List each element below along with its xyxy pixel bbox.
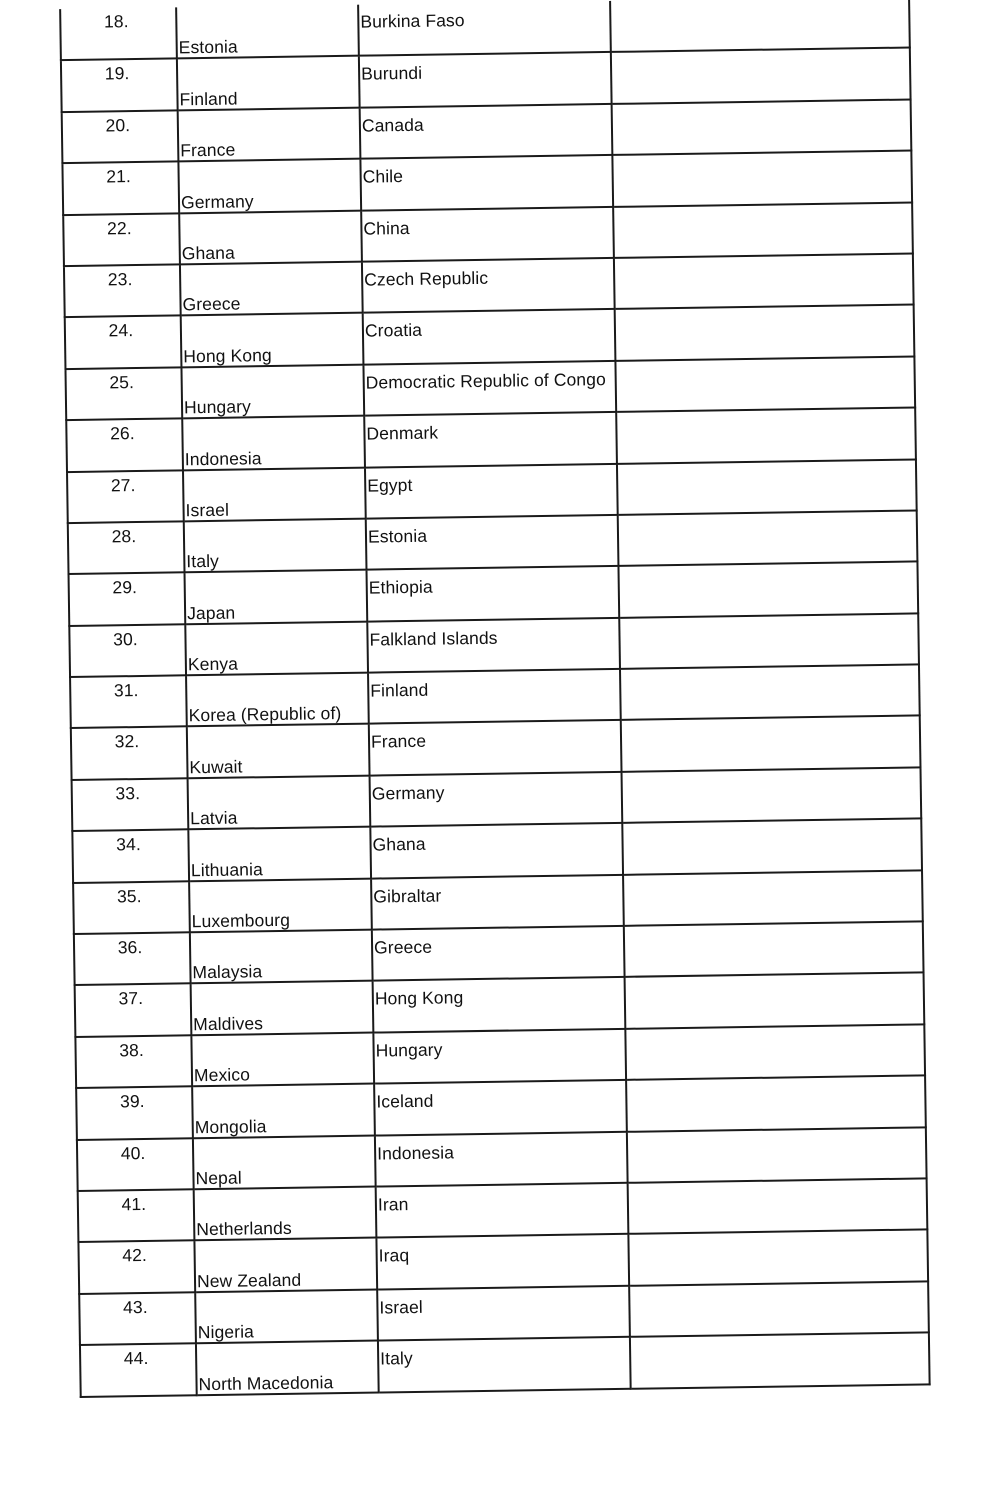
- row-number-cell: [68, 521, 185, 574]
- country-cell: [186, 673, 369, 727]
- partner-country-cell: [359, 52, 612, 107]
- remark-cell: [628, 1178, 928, 1234]
- row-number-cell: [63, 213, 180, 266]
- partner-country-cell: [366, 515, 619, 570]
- country-cell: [185, 570, 368, 624]
- remark-cell: [629, 1281, 929, 1337]
- partner-country-cell: [371, 874, 624, 929]
- row-number-cell: [77, 1138, 194, 1191]
- row-number-text: 25.: [109, 371, 135, 393]
- country-text: Indonesia: [184, 447, 262, 469]
- country-cell: [178, 159, 361, 213]
- row-number-cell: [80, 1343, 197, 1396]
- partner-country-text: Democratic Republic of Congo: [365, 368, 606, 393]
- country-text: Greece: [182, 293, 241, 315]
- country-text: Kenya: [187, 653, 239, 675]
- country-text: Hong Kong: [183, 344, 272, 367]
- partner-country-text: Canada: [361, 114, 424, 136]
- row-number-text: 27.: [110, 474, 136, 495]
- partner-country-text: Estonia: [367, 525, 428, 547]
- partner-country-text: Hong Kong: [374, 987, 464, 1009]
- country-text: Lithuania: [190, 858, 264, 880]
- country-cell: [180, 262, 363, 316]
- partner-country-cell: [363, 309, 616, 364]
- partner-country-text: Ghana: [372, 834, 426, 855]
- row-number-text: 24.: [108, 320, 134, 341]
- row-number-cell: [62, 162, 179, 215]
- remark-cell: [625, 1024, 925, 1080]
- partner-country-cell: [376, 1183, 629, 1238]
- partner-country-cell: [362, 258, 615, 313]
- row-number-cell: [65, 316, 182, 369]
- row-number-text: 44.: [123, 1348, 149, 1369]
- partner-country-text: Indonesia: [376, 1141, 455, 1164]
- country-text: Mexico: [193, 1064, 251, 1086]
- row-number-text: 19.: [104, 63, 130, 84]
- partner-country-cell: [370, 823, 623, 878]
- row-number-text: 32.: [114, 731, 140, 752]
- row-number-cell: [71, 727, 188, 780]
- partner-country-cell: [373, 1029, 626, 1084]
- country-cell: [181, 313, 364, 367]
- row-number-cell: [79, 1292, 196, 1345]
- remark-cell: [624, 921, 924, 977]
- country-cell: [185, 621, 368, 675]
- remark-cell: [617, 459, 917, 515]
- table-body: [60, 0, 929, 1397]
- country-text: France: [180, 139, 236, 161]
- row-number-cell: [72, 830, 189, 883]
- row-number-cell: [67, 470, 184, 523]
- country-text: Germany: [180, 190, 254, 212]
- remark-cell: [615, 305, 915, 361]
- partner-country-text: Greece: [373, 936, 433, 958]
- partner-country-text: Denmark: [366, 422, 439, 444]
- country-text: Estonia: [178, 36, 238, 58]
- partner-country-cell: [370, 772, 623, 827]
- row-number-cell: [62, 110, 179, 163]
- country-text: New Zealand: [196, 1269, 302, 1291]
- remark-cell: [610, 0, 910, 52]
- remark-cell: [622, 767, 922, 823]
- partner-country-cell: [360, 104, 613, 159]
- country-text: Netherlands: [196, 1218, 292, 1240]
- partner-country-cell: [377, 1286, 630, 1341]
- row-number-text: 23.: [107, 269, 133, 290]
- row-number-cell: [70, 675, 187, 728]
- row-number-cell: [65, 367, 182, 420]
- partner-country-cell: [366, 566, 619, 621]
- country-text: Italy: [186, 551, 220, 572]
- country-cell: [176, 5, 359, 59]
- partner-country-text: Israel: [379, 1296, 423, 1318]
- row-number-text: 33.: [115, 782, 141, 804]
- partner-country-text: Finland: [370, 679, 429, 701]
- country-text: Korea (Republic of): [188, 703, 342, 726]
- country-text: Nigeria: [197, 1321, 255, 1343]
- row-number-text: 41.: [121, 1193, 147, 1215]
- remark-cell: [612, 99, 912, 155]
- remark-cell: [622, 819, 922, 875]
- row-number-text: 30.: [113, 628, 138, 650]
- remark-cell: [619, 613, 919, 669]
- partner-country-text: Czech Republic: [364, 267, 489, 290]
- row-number-cell: [75, 984, 192, 1037]
- country-cell: [188, 775, 371, 829]
- partner-country-cell: [374, 1080, 627, 1135]
- row-number-cell: [69, 573, 186, 626]
- partner-country-text: Iraq: [378, 1245, 410, 1266]
- row-number-text: 26.: [109, 423, 135, 444]
- remark-cell: [613, 202, 913, 258]
- row-number-text: 18.: [103, 11, 129, 32]
- country-cell: [190, 930, 373, 984]
- row-number-cell: [76, 1086, 193, 1139]
- partner-country-cell: [358, 1, 611, 56]
- country-text: Malaysia: [192, 961, 263, 983]
- row-number-cell: [73, 881, 190, 934]
- row-number-text: 22.: [106, 217, 132, 238]
- country-cell: [188, 827, 371, 881]
- remark-cell: [630, 1333, 930, 1389]
- country-cell: [184, 519, 367, 573]
- row-number-text: 43.: [122, 1296, 148, 1318]
- country-cell: [194, 1238, 377, 1292]
- partner-country-cell: [363, 361, 616, 416]
- country-table: [59, 0, 931, 1398]
- country-text: Ghana: [181, 242, 235, 264]
- partner-country-text: France: [370, 731, 427, 753]
- country-cell: [181, 364, 364, 418]
- partner-country-text: Burkina Faso: [360, 10, 465, 32]
- country-cell: [177, 56, 360, 110]
- partner-country-text: Croatia: [364, 320, 423, 341]
- partner-country-cell: [367, 618, 620, 673]
- partner-country-cell: [376, 1234, 629, 1289]
- country-cell: [191, 981, 374, 1035]
- country-cell: [193, 1135, 376, 1189]
- partner-country-cell: [373, 977, 626, 1032]
- remark-cell: [628, 1230, 928, 1286]
- row-number-cell: [72, 778, 189, 831]
- row-number-text: 29.: [112, 577, 138, 598]
- row-number-cell: [64, 264, 181, 317]
- partner-country-text: Egypt: [367, 474, 413, 496]
- row-number-text: 40.: [120, 1142, 146, 1163]
- partner-country-cell: [365, 463, 618, 518]
- partner-country-cell: [364, 412, 617, 467]
- row-number-text: 37.: [118, 988, 144, 1009]
- partner-country-cell: [361, 206, 614, 261]
- remark-cell: [618, 510, 918, 566]
- row-number-text: 35.: [116, 885, 142, 907]
- country-cell: [179, 210, 362, 264]
- country-text: Finland: [179, 88, 238, 110]
- remark-cell: [611, 48, 911, 104]
- country-cell: [182, 416, 365, 470]
- country-text: Japan: [186, 602, 236, 623]
- country-text: Nepal: [195, 1167, 242, 1189]
- remark-cell: [618, 562, 918, 618]
- row-number-cell: [78, 1241, 195, 1294]
- row-number-cell: [78, 1189, 195, 1242]
- row-number-cell: [66, 418, 183, 471]
- country-cell: [191, 1032, 374, 1086]
- remark-cell: [621, 716, 921, 772]
- remark-cell: [614, 253, 914, 309]
- partner-country-text: Chile: [362, 166, 404, 187]
- remark-cell: [620, 665, 920, 721]
- partner-country-text: Burundi: [360, 63, 423, 85]
- row-number-text: 21.: [106, 166, 132, 187]
- country-cell: [189, 878, 372, 932]
- partner-country-text: China: [363, 217, 410, 239]
- partner-country-text: Ethiopia: [368, 576, 433, 598]
- country-cell: [196, 1341, 379, 1395]
- partner-country-cell: [378, 1337, 631, 1392]
- row-number-text: 42.: [122, 1245, 148, 1266]
- country-text: Israel: [185, 499, 230, 521]
- row-number-text: 34.: [116, 834, 142, 855]
- remark-cell: [625, 973, 925, 1029]
- row-number-cell: [61, 59, 178, 112]
- row-number-cell: [60, 7, 177, 60]
- partner-country-text: Gibraltar: [373, 885, 442, 907]
- partner-country-text: Hungary: [375, 1039, 443, 1061]
- country-cell: [183, 467, 366, 521]
- country-text: Kuwait: [189, 756, 243, 778]
- row-number-cell: [69, 624, 186, 677]
- row-number-text: 38.: [119, 1039, 145, 1061]
- partner-country-cell: [372, 926, 625, 981]
- row-number-cell: [75, 1035, 192, 1088]
- country-text: Luxembourg: [191, 909, 291, 932]
- row-number-cell: [74, 932, 191, 985]
- partner-country-cell: [368, 669, 621, 724]
- remark-cell: [612, 151, 912, 207]
- partner-country-text: Iran: [377, 1194, 409, 1215]
- country-cell: [192, 1084, 375, 1138]
- partner-country-cell: [375, 1131, 628, 1186]
- partner-country-cell: [360, 155, 613, 210]
- remark-cell: [615, 356, 915, 412]
- row-number-text: 36.: [117, 937, 143, 958]
- row-number-text: 20.: [105, 114, 131, 136]
- country-text: North Macedonia: [198, 1371, 334, 1394]
- country-cell: [194, 1187, 377, 1241]
- country-text: Mongolia: [194, 1115, 267, 1137]
- remark-cell: [616, 408, 916, 464]
- country-text: Hungary: [183, 396, 252, 418]
- partner-country-text: Falkland Islands: [369, 627, 498, 650]
- remark-cell: [623, 870, 923, 926]
- partner-country-cell: [369, 720, 622, 775]
- country-text: Latvia: [190, 807, 238, 829]
- country-cell: [195, 1289, 378, 1343]
- country-cell: [187, 724, 370, 778]
- row-number-text: 31.: [113, 680, 139, 701]
- country-text: Maldives: [193, 1013, 264, 1035]
- row-number-text: 28.: [111, 525, 137, 547]
- partner-country-text: Germany: [371, 782, 445, 804]
- remark-cell: [627, 1127, 927, 1183]
- row-number-text: 39.: [119, 1091, 145, 1112]
- partner-country-text: Iceland: [376, 1090, 434, 1112]
- partner-country-text: Italy: [380, 1348, 413, 1369]
- remark-cell: [626, 1076, 926, 1132]
- country-cell: [178, 107, 361, 161]
